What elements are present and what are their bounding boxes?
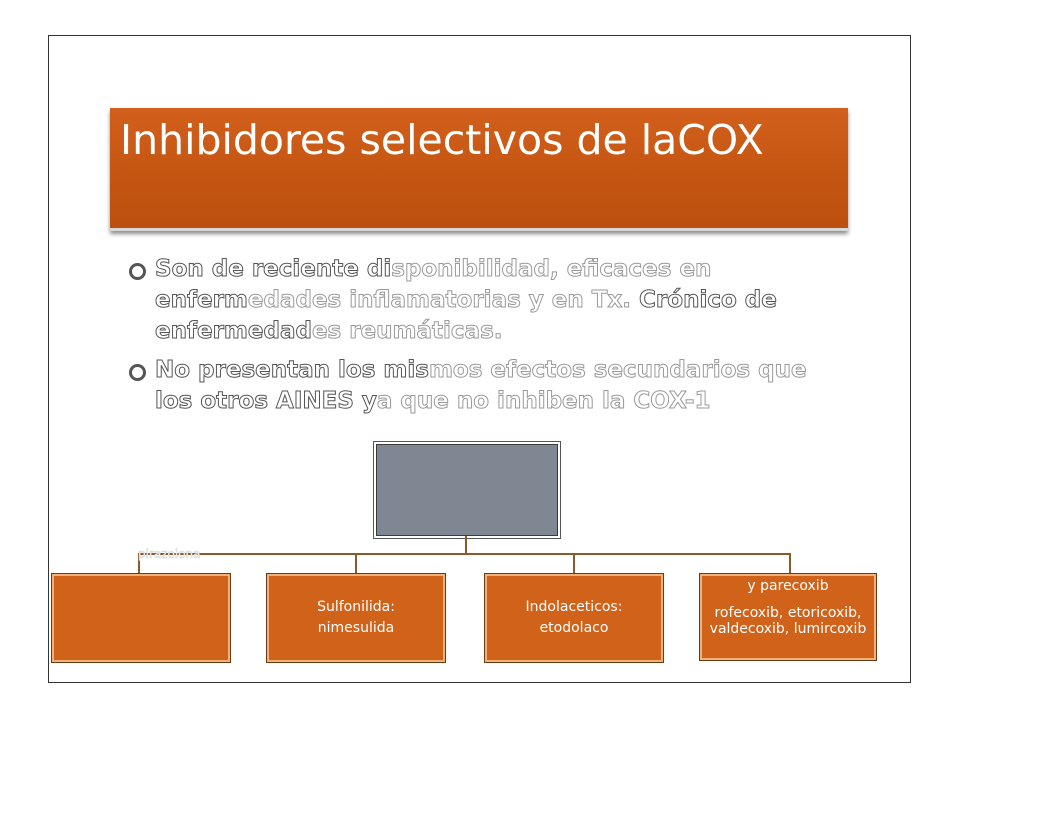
ghost-label: pirazolona [138,547,201,561]
bullet-text: a que no inhiben la COX-1 [376,388,711,414]
bullet-item [129,254,809,347]
connector-line [355,553,357,573]
connector-line [789,553,791,573]
title-banner [110,108,848,231]
node-label: valdecoxib, lumircoxib [709,621,867,637]
bullet-text: enferm [155,287,248,313]
bullet-text: Son de reciente di [155,256,392,282]
bullet-text: edades inflamatorias y en Tx. [247,287,640,313]
bullet-circle-icon [129,364,146,381]
diagram-root-node [376,444,558,536]
node-label: y parecoxib [747,578,829,594]
slide [48,35,911,683]
bullet-item [129,355,809,417]
node-label: Sulfonilida: [317,599,395,615]
node-label: rofecoxib, etoricoxib, [714,605,862,621]
bullet-text: es reumáticas. [311,318,503,344]
node-label: nimesulida [317,620,395,636]
bullet-circle-icon [129,263,146,280]
bullet-text: mos efectos secundarios que [428,357,807,383]
bullet-text: Crónico de [639,287,777,313]
connector-line [573,553,575,573]
node-label: etodolaco [539,620,609,636]
bullet-text: los otros AINES y [155,388,377,414]
bullet-list [129,254,809,425]
bullet-text: enfermedad [155,318,312,344]
diagram-node [51,573,231,663]
diagram-node [266,573,446,663]
diagram-node [699,573,877,661]
slide-title: Inhibidores selectivos de laCOX [120,116,764,164]
diagram-node [484,573,664,663]
connector-line [138,553,791,555]
node-label: Indolaceticos: [525,599,623,615]
bullet-text: sponibilidad, eficaces en [391,256,712,282]
connector-line [465,536,467,554]
bullet-text: No presentan los mis [155,357,429,383]
